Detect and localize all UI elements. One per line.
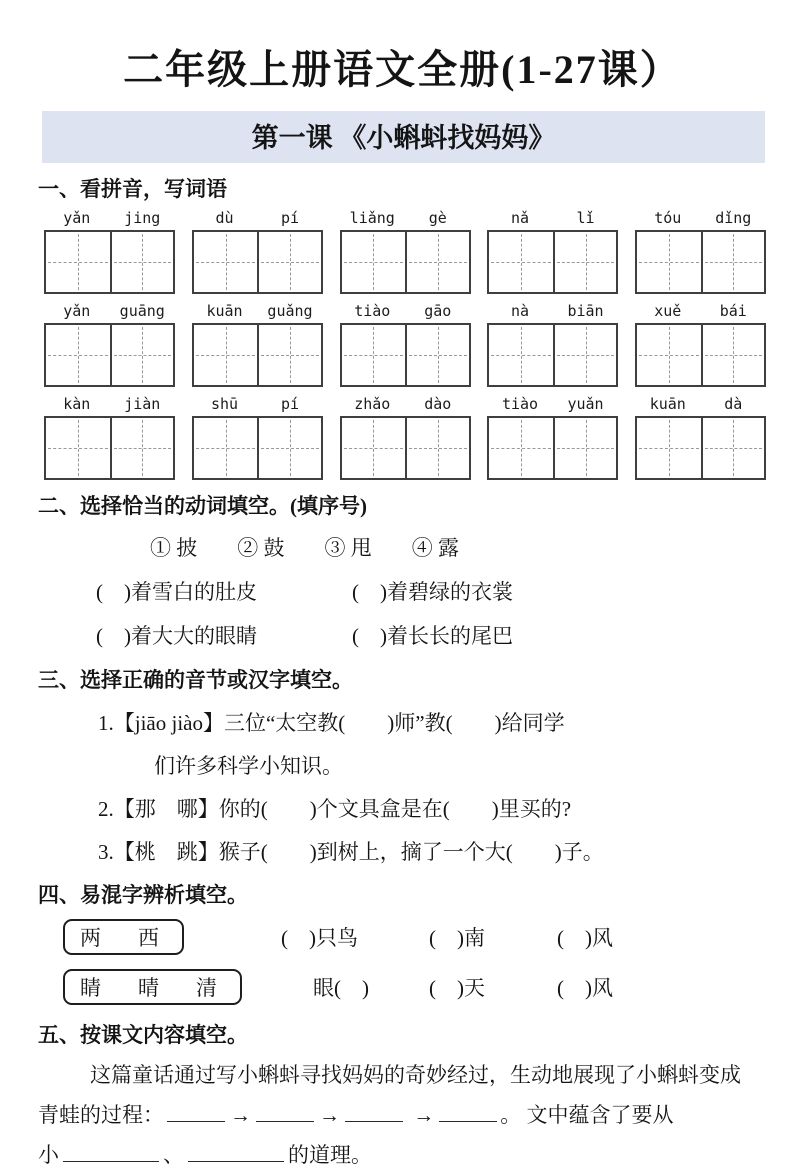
- arrow-glyph: →: [230, 1103, 251, 1127]
- character-writing-cell: [194, 232, 258, 292]
- writing-cell-pair: [635, 323, 766, 387]
- pinyin-syllable: guǎng: [267, 302, 313, 320]
- pinyin-label-row: [44, 209, 175, 227]
- blank-line: [63, 1144, 159, 1162]
- lesson-banner: [42, 111, 765, 163]
- page-title: 二年级上册语文全册(1-27课）: [123, 47, 682, 92]
- character-writing-cell: [194, 325, 258, 385]
- pinyin-syllable: yuǎn: [567, 395, 604, 413]
- pinyin-label-row: [635, 395, 766, 413]
- pinyin-label-row: [340, 395, 471, 413]
- pinyin-syllable: kuān: [649, 395, 686, 413]
- fill-phrase: ( )着雪白的肚皮: [96, 580, 257, 604]
- pinyin-syllable: kàn: [63, 395, 91, 413]
- pinyin-word-group: [192, 395, 323, 480]
- pinyin-word-group: [44, 395, 175, 480]
- choice-item-continuation: 们许多科学小知识。: [154, 754, 343, 778]
- character-writing-cell: [46, 325, 110, 385]
- pinyin-syllable: tiào: [501, 395, 539, 413]
- verb-options-line: [150, 532, 767, 562]
- char-choices-box: 睛 晴 清: [63, 969, 242, 1005]
- character-writing-cell: [637, 325, 701, 385]
- character-writing-cell: [637, 418, 701, 478]
- blank-line: [439, 1104, 497, 1122]
- pinyin-syllable: lǐ: [576, 209, 595, 227]
- pinyin-syllable: nà: [510, 302, 530, 320]
- character-writing-cell: [257, 418, 321, 478]
- fill-phrase: ( )着大大的眼睛: [96, 624, 257, 648]
- blank-line: [188, 1144, 284, 1162]
- pinyin-syllable: dù: [215, 209, 234, 227]
- verb-fill-row: [96, 620, 767, 650]
- writing-cell-pair: [487, 230, 618, 294]
- pinyin-syllable: zhǎo: [354, 395, 391, 413]
- pinyin-label-row: [192, 209, 323, 227]
- pinyin-syllable: pí: [280, 209, 300, 227]
- pinyin-grid-row: [44, 302, 766, 387]
- pinyin-word-group: [340, 302, 471, 387]
- pinyin-label-row: [487, 209, 618, 227]
- pinyin-word-group: [44, 209, 175, 294]
- passage-text: 、: [163, 1143, 184, 1167]
- char-choices-box: 两 西: [63, 919, 184, 955]
- pinyin-syllable: shū: [210, 395, 239, 413]
- writing-cell-pair: [340, 230, 471, 294]
- section4-heading: 四、易混字辨析填空。: [38, 883, 248, 907]
- character-writing-cell: [342, 325, 406, 385]
- character-writing-cell: [342, 418, 406, 478]
- confusable-chars-row: [63, 919, 767, 955]
- pinyin-word-group: [192, 209, 323, 294]
- writing-cell-pair: [44, 230, 175, 294]
- pinyin-label-row: [340, 302, 471, 320]
- confusable-chars-row: [63, 969, 767, 1005]
- pinyin-syllable: liǎng: [349, 209, 395, 227]
- section2-heading: 二、选择恰当的动词填空。(填序号): [38, 494, 367, 518]
- writing-cell-pair: [487, 416, 618, 480]
- arrow-glyph: →: [319, 1103, 340, 1127]
- pinyin-syllable: pí: [280, 395, 300, 413]
- character-writing-cell: [110, 325, 174, 385]
- character-writing-cell: [489, 325, 553, 385]
- fill-phrase: ( )着碧绿的衣裳: [352, 580, 513, 604]
- writing-cell-pair: [635, 230, 766, 294]
- character-writing-cell: [553, 418, 617, 478]
- pinyin-label-row: [635, 209, 766, 227]
- passage-line: 这篇童话通过写小蝌蚪寻找妈妈的奇妙经过，生动地展现了小蝌蚪变成: [90, 1063, 741, 1087]
- writing-cell-pair: [192, 416, 323, 480]
- fill-phrase: ( )着长长的尾巴: [352, 624, 513, 648]
- pinyin-word-group: [487, 395, 618, 480]
- pinyin-word-group: [44, 302, 175, 387]
- pinyin-word-group: [635, 209, 766, 294]
- fill-phrase: ( )南: [429, 926, 485, 950]
- pinyin-word-group: [635, 302, 766, 387]
- character-writing-cell: [257, 325, 321, 385]
- pinyin-word-group: [487, 302, 618, 387]
- pinyin-label-row: [635, 302, 766, 320]
- pinyin-syllable: tiào: [354, 302, 391, 320]
- character-writing-cell: [553, 325, 617, 385]
- pinyin-word-group: [340, 395, 471, 480]
- verb-option: ④ 露: [411, 536, 459, 560]
- fill-phrase: ( )风: [557, 926, 613, 950]
- blank-line: [256, 1104, 314, 1122]
- pinyin-syllable: nǎ: [510, 209, 530, 227]
- pinyin-label-row: [487, 395, 618, 413]
- passage-text: 的道理。: [288, 1143, 372, 1167]
- pinyin-syllable: dà: [724, 395, 743, 413]
- pinyin-word-group: [192, 302, 323, 387]
- section1-heading: 一、看拼音，写词语: [38, 177, 227, 201]
- pinyin-syllable: biān: [567, 302, 604, 320]
- passage-text: 。 文中蕴含了要从: [500, 1103, 674, 1127]
- verb-fill-row: [96, 576, 767, 606]
- pinyin-syllable: yǎn: [63, 302, 91, 320]
- writing-cell-pair: [340, 416, 471, 480]
- arrow-glyph: →: [413, 1103, 435, 1127]
- pinyin-word-group: [635, 395, 766, 480]
- choice-item: 2.【那 哪】你的( )个文具盒是在( )里买的?: [98, 797, 572, 821]
- pinyin-word-group: [340, 209, 471, 294]
- fill-phrase: ( )只鸟: [281, 926, 358, 950]
- character-writing-cell: [553, 232, 617, 292]
- character-writing-cell: [701, 325, 765, 385]
- blank-line: [167, 1104, 225, 1122]
- writing-cell-pair: [635, 416, 766, 480]
- writing-cell-pair: [44, 323, 175, 387]
- section5-heading: 五、按课文内容填空。: [38, 1023, 248, 1047]
- pinyin-syllable: jing: [124, 209, 161, 227]
- character-writing-cell: [637, 232, 701, 292]
- verb-option: ① 披: [150, 536, 198, 560]
- pinyin-writing-grid: [38, 209, 767, 480]
- writing-cell-pair: [192, 323, 323, 387]
- character-writing-cell: [46, 418, 110, 478]
- pinyin-syllable: dào: [424, 395, 452, 413]
- verb-option: ② 鼓: [237, 536, 285, 560]
- character-writing-cell: [405, 418, 469, 478]
- pinyin-label-row: [192, 395, 323, 413]
- blank-line: [345, 1104, 403, 1122]
- pinyin-syllable: gāo: [424, 302, 452, 320]
- pinyin-label-row: [44, 395, 175, 413]
- character-writing-cell: [110, 418, 174, 478]
- pinyin-syllable: bái: [719, 302, 747, 320]
- pinyin-label-row: [340, 209, 471, 227]
- writing-cell-pair: [487, 323, 618, 387]
- verb-option: ③ 甩: [324, 536, 372, 560]
- pinyin-syllable: gè: [428, 209, 447, 227]
- character-writing-cell: [489, 232, 553, 292]
- pinyin-syllable: guāng: [119, 302, 165, 320]
- passage-text: 青蛙的过程：: [38, 1103, 164, 1127]
- character-writing-cell: [701, 418, 765, 478]
- character-writing-cell: [701, 232, 765, 292]
- pinyin-syllable: kuān: [206, 302, 243, 320]
- character-writing-cell: [489, 418, 553, 478]
- character-writing-cell: [342, 232, 406, 292]
- fill-phrase: ( )天: [429, 976, 485, 1000]
- moral-fill-line: [38, 1135, 767, 1175]
- pinyin-syllable: dǐng: [715, 209, 752, 227]
- character-writing-cell: [405, 325, 469, 385]
- pinyin-syllable: jiàn: [124, 395, 161, 413]
- passage-text: 小: [38, 1143, 59, 1167]
- character-writing-cell: [257, 232, 321, 292]
- fill-phrase: ( )风: [557, 976, 613, 1000]
- writing-cell-pair: [192, 230, 323, 294]
- character-writing-cell: [194, 418, 258, 478]
- pinyin-syllable: yǎn: [63, 209, 91, 227]
- pinyin-label-row: [44, 302, 175, 320]
- writing-cell-pair: [44, 416, 175, 480]
- process-fill-line: [38, 1095, 767, 1135]
- section3-heading: 三、选择正确的音节或汉字填空。: [38, 668, 353, 692]
- choice-item: 1.【jiāo jiào】三位“太空教( )师”教( )给同学: [98, 711, 565, 735]
- choice-item: 3.【桃 跳】猴子( )到树上，摘了一个大( )子。: [98, 840, 604, 864]
- lesson-banner-text: 第一课 《小蝌蚪找妈妈》: [251, 123, 556, 153]
- pinyin-label-row: [487, 302, 618, 320]
- pinyin-grid-row: [44, 209, 766, 294]
- pinyin-syllable: tóu: [654, 209, 682, 227]
- pinyin-grid-row: [44, 395, 766, 480]
- pinyin-syllable: xuě: [654, 302, 682, 320]
- writing-cell-pair: [340, 323, 471, 387]
- character-writing-cell: [110, 232, 174, 292]
- character-writing-cell: [405, 232, 469, 292]
- pinyin-word-group: [487, 209, 618, 294]
- fill-phrase: 眼( ): [313, 976, 369, 1000]
- pinyin-label-row: [192, 302, 323, 320]
- character-writing-cell: [46, 232, 110, 292]
